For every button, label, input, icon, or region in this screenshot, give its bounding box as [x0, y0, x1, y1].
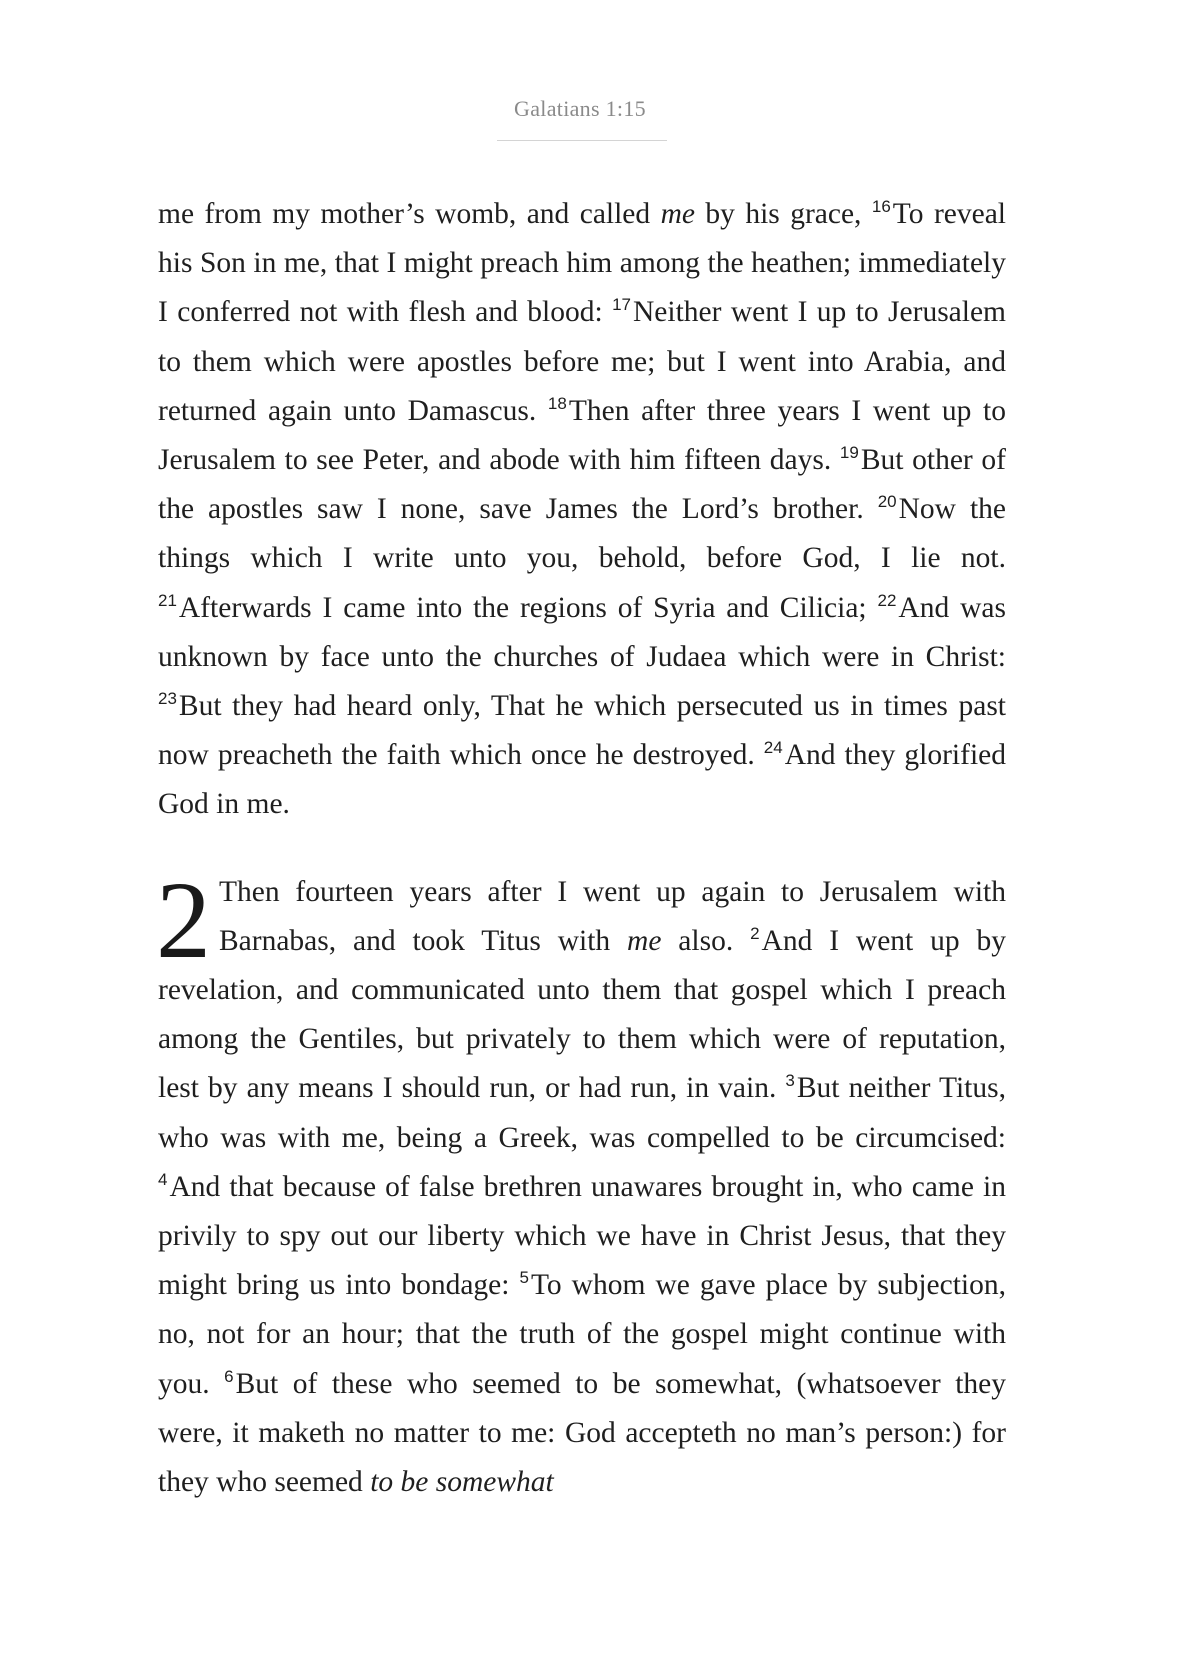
scripture-text	[158, 190, 1006, 1507]
verse-number: 23	[158, 689, 177, 709]
chapter-1-continuation	[158, 190, 1006, 830]
chapter-2	[156, 858, 1007, 1508]
verse-text: And I went up by revelation, and communicated unto them that gospel which I preach among the Gentiles, but privately to them which were of reputation, lest by any means I should run, or had run, in vain.	[158, 924, 1006, 1105]
italic-word: me	[627, 924, 662, 957]
verse-number: 17	[612, 295, 631, 315]
verse-number: 16	[871, 197, 891, 216]
verse-text: But of these who seemed to be somewhat, (whatsoever they were, it maketh no matter to me: God accepteth no man’s person:) for they who seemed	[158, 1367, 1007, 1499]
verse-text: by his grace,	[694, 198, 872, 230]
verse-number: 18	[547, 393, 567, 413]
verse-text: Now the things which I write unto you, behold, before God, I lie not.	[158, 493, 1006, 575]
verse-number: 4	[158, 1169, 168, 1189]
verse-number: 3	[785, 1071, 795, 1091]
running-header: Galatians 1:15	[514, 96, 646, 121]
verse-number: 24	[763, 738, 783, 758]
verse-text: Then after three years I went up to Jerusalem to see Peter, and abode with him fifteen days.	[158, 394, 1006, 477]
verse-text: To reveal his Son in me, that I might preach him among the heathen; immediately I conferred not with flesh and blood:	[158, 198, 1006, 329]
verse-text: Afterwards I came into the regions of Syria and Cilicia;	[178, 591, 878, 624]
verse-text: But they had heard only, That he which persecuted us in times past now preacheth the faith which once he destroyed.	[158, 690, 1006, 772]
verse-number: 2	[750, 923, 760, 943]
verse-number: 5	[519, 1268, 529, 1288]
verse-text: Then fourteen years after I went up again to Jerusalem with Barnabas, and took Titus with	[219, 875, 1006, 957]
verse-text: To whom we gave place by subjection, no, not for an hour; that the truth of the gospel might continue with you.	[158, 1269, 1006, 1400]
verse-number: 21	[158, 590, 177, 610]
header-divider	[497, 140, 667, 141]
chapter-number-drop-cap: 2	[156, 858, 211, 981]
verse-text: And they glorified God in me.	[158, 739, 1006, 821]
verse-text: me from my mother’s womb, and called	[158, 198, 661, 230]
verse-text: And was unknown by face unto the churches of Judaea which were in Christ:	[158, 591, 1006, 673]
verse-text: But other of the apostles saw I none, save James the Lord’s brother.	[158, 444, 1007, 526]
italic-word: me	[660, 198, 695, 230]
verse-text: And that because of false brethren unawares brought in, who came in privily to spy out our liberty which we have in Christ Jesus, that they might bring us into bondage:	[158, 1170, 1006, 1302]
verse-number: 20	[877, 492, 897, 512]
verse-number: 19	[839, 443, 859, 463]
verse-number: 6	[224, 1366, 234, 1386]
verse-text: But neither Titus, who was with me, being a Greek, was compelled to be circumcised:	[158, 1072, 1006, 1154]
verse-text: Neither went I up to Jerusalem to them which were apostles before me; but I went into Arabia, and returned again unto Damascus.	[158, 296, 1007, 427]
verse-text: also.	[661, 924, 751, 957]
verse-number: 22	[877, 590, 897, 610]
italic-phrase: to be somewhat	[370, 1466, 554, 1499]
